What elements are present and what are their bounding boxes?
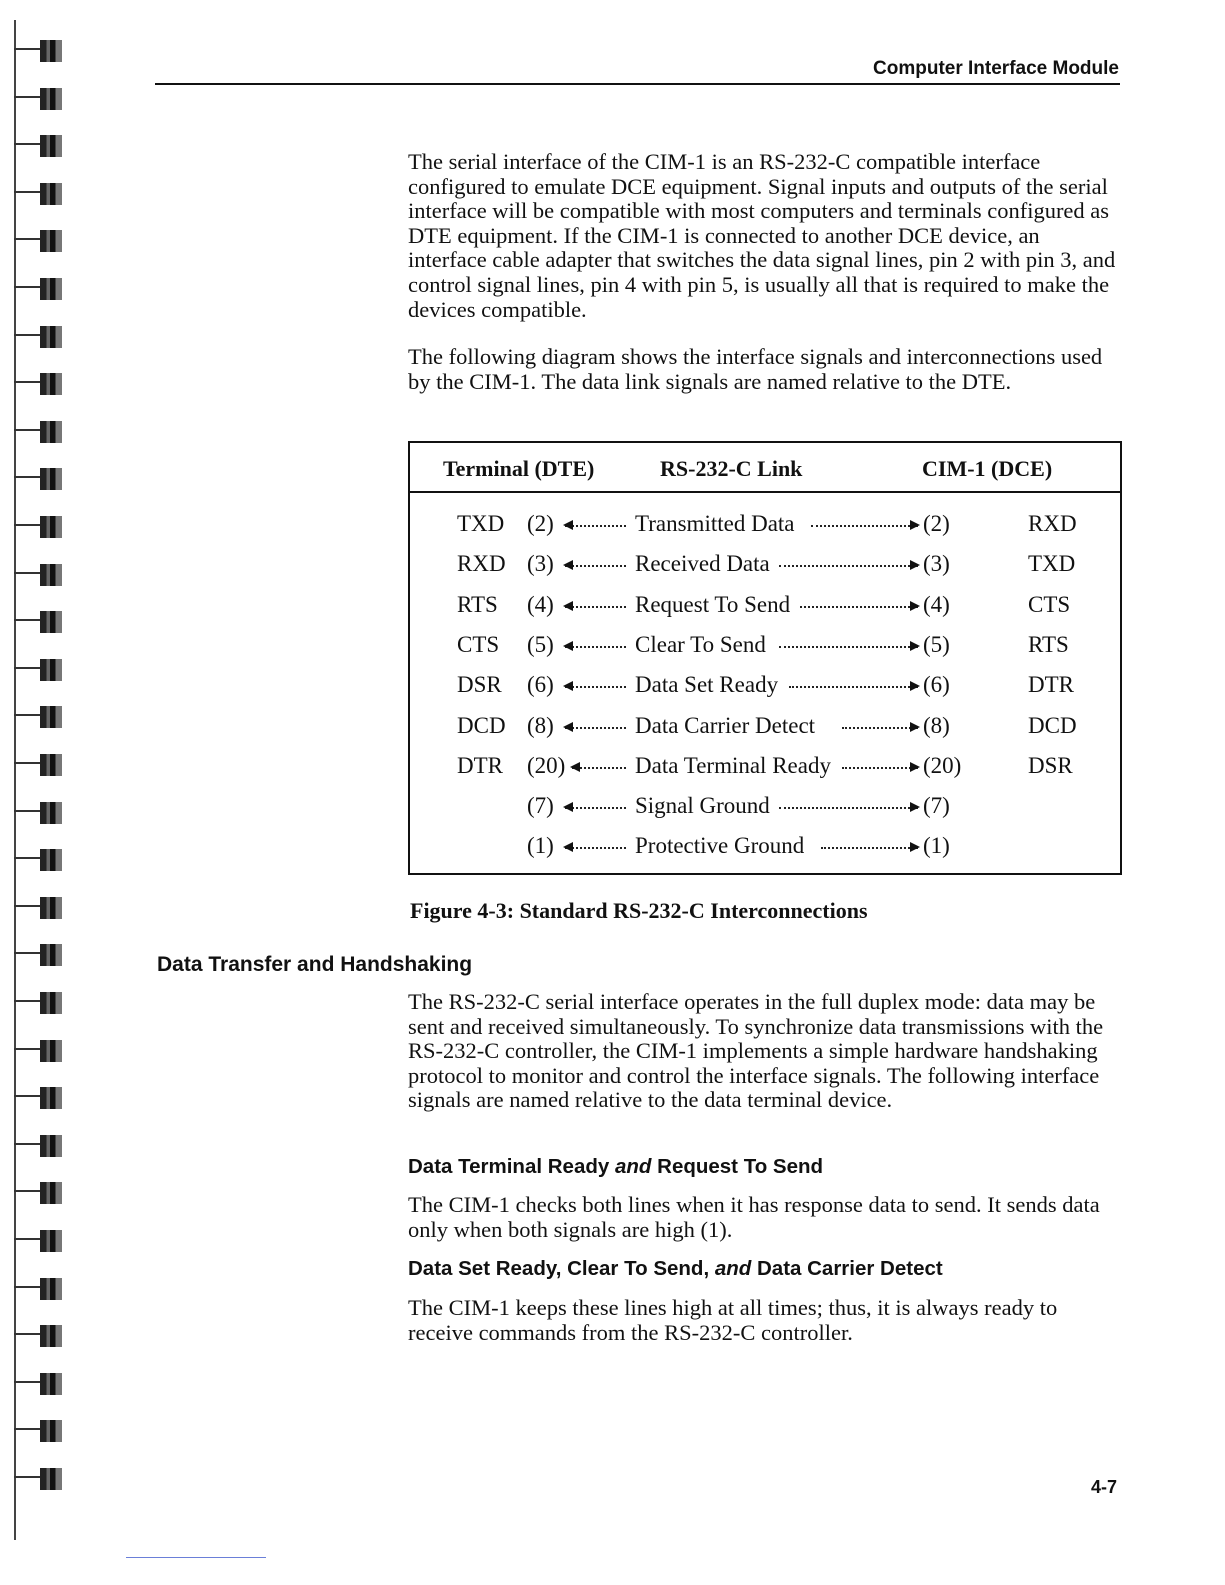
binding-coil [6,419,68,445]
binding-coil [6,752,68,778]
binding-coil [6,466,68,492]
dce-pin: (8) [923,712,950,738]
dce-signal: DTR [1028,672,1074,698]
signal-row [410,551,1120,581]
dce-signal: DCD [1028,712,1077,738]
signal-row [410,793,1120,823]
dce-signal: CTS [1028,591,1071,617]
right-arrow-icon [821,847,918,849]
dte-signal: RTS [457,591,498,617]
right-arrow-icon [842,767,918,769]
binding-coil [6,1323,68,1349]
dte-pin: (4) [527,591,554,617]
binding-coil [6,276,68,302]
left-arrow-icon [565,606,626,608]
left-arrow-icon [565,646,626,648]
dsr-cts-dcd-paragraph: The CIM-1 keeps these lines high at all times; thus, it is always ready to receive commands from the RS-232-C controller. [408,1295,1058,1345]
dce-pin: (4) [923,591,950,617]
binding-coil [6,990,68,1016]
binding-coil [6,324,68,350]
dte-signal: DCD [457,712,506,738]
handshaking-paragraph: The RS-232-C serial interface operates in the full duplex mode: data may be sent and received simultaneously. To synchronize data transmissions with the RS-232-C controller, the CIM-1 implements a simple hardware handshaking protocol to monitor and control the interface signals. The following interface signals are named relative to the data terminal device. [408,989,1104,1113]
right-arrow-icon [779,807,918,809]
dte-pin: (8) [527,712,554,738]
dte-pin: (7) [527,793,554,819]
binding-coil [6,657,68,683]
binding-coil [6,514,68,540]
dce-pin: (2) [923,511,950,536]
dtr-rts-paragraph: The CIM-1 checks both lines when it has response data to send. It sends data only when both signals are high (1). [408,1192,1100,1242]
intro-paragraph: The serial interface of the CIM-1 is an RS-232-C compatible interface configured to emulate DCE equipment. Signal inputs and outputs of the serial interface will be compatible with most computers and terminals configured as DTE equipment. If the CIM-1 is connected to another DCE device, an interface cable adapter that switches the data signal lines, pin 2 with pin 3, and control signal lines, pin 4 with pin 5, is usually all that is required to make the devices compatible. [408,149,1116,322]
right-arrow-icon [779,646,918,648]
figure-caption: Figure 4-3: Standard RS-232-C Interconnections [410,898,868,923]
left-arrow-icon [565,727,626,729]
binding-coil [6,1038,68,1064]
binding-coil [6,371,68,397]
signal-row [410,833,1120,863]
figure-header-row [410,443,1120,493]
header-rule [155,83,1120,85]
link-underline [126,1557,266,1558]
dce-signal: RXD [1028,511,1077,536]
dte-pin: (5) [527,631,554,657]
page-number: 4-7 [1090,1477,1117,1497]
binding-coil [6,1371,68,1397]
right-arrow-icon [842,727,918,729]
left-arrow-icon [572,767,626,769]
dce-pin: (6) [923,672,950,698]
signal-row [410,592,1120,622]
dte-pin: (2) [527,511,554,536]
section-heading: Data Transfer and Handshaking [157,953,473,976]
dce-signal: TXD [1028,551,1076,577]
left-arrow-icon [565,565,626,567]
link-signal-name: Data Carrier Detect [635,712,816,738]
binding-coil [6,562,68,588]
binding-coil [6,228,68,254]
signal-row [410,753,1120,783]
binding-coil [6,895,68,921]
binding-coil [6,942,68,968]
left-arrow-icon [565,847,626,849]
link-signal-name: Data Terminal Ready [635,752,831,778]
dte-signal: TXD [457,511,505,536]
dte-signal: DTR [457,752,503,778]
binding-coil [6,38,68,64]
binding-coil [6,1276,68,1302]
link-signal-name: Signal Ground [635,793,770,819]
subheading-dsr-cts-dcd: Data Set Ready, Clear To Send, and Data Carrier Detect [408,1257,943,1280]
signal-row [410,672,1120,702]
dte-pin: (3) [527,551,554,577]
right-arrow-icon [779,565,918,567]
link-signal-name: Clear To Send [635,631,766,657]
left-arrow-icon [565,807,626,809]
dte-pin: (1) [527,833,554,859]
dce-pin: (7) [923,793,950,819]
binding-coil [6,704,68,730]
dte-signal: RXD [457,551,506,577]
link-signal-name: Data Set Ready [635,672,779,698]
right-arrow-icon [811,525,918,527]
binding-coil [6,1180,68,1206]
binding-coil [6,1133,68,1159]
dce-signal: DSR [1028,752,1073,778]
binding-coil [6,609,68,635]
binding-coil [6,1085,68,1111]
dce-pin: (1) [923,833,950,859]
link-signal-name: Protective Ground [635,833,805,859]
binding-coil [6,1418,68,1444]
binding-coil [6,1228,68,1254]
interconnection-figure [408,441,1122,875]
right-arrow-icon [800,606,918,608]
binding-coil [6,800,68,826]
dce-pin: (5) [923,631,950,657]
binding-coil [6,86,68,112]
subheading-dtr-rts: Data Terminal Ready and Request To Send [408,1155,824,1178]
diagram-intro-paragraph: The following diagram shows the interface signals and interconnections used by the CIM-1. The data link signals are named relative to the DTE. [408,344,1103,394]
signal-row [410,632,1120,662]
dte-pin: (6) [527,672,554,698]
binding-coil [6,181,68,207]
link-signal-name: Request To Send [635,591,791,617]
dte-pin: (20) [527,752,566,778]
binding-coil [6,133,68,159]
dte-signal: CTS [457,631,500,657]
link-signal-name: Received Data [635,551,770,577]
right-arrow-icon [789,686,918,688]
signal-row [410,713,1120,743]
header-rs232-link: RS-232-C Link [660,456,803,481]
left-arrow-icon [565,525,626,527]
dce-pin: (20) [923,752,962,778]
binding-coil [6,847,68,873]
link-signal-name: Transmitted Data [635,511,795,536]
spiral-binding [0,0,80,1585]
header-cim-dce: CIM-1 (DCE) [922,456,1053,481]
signal-row [410,511,1120,541]
header-terminal-dte: Terminal (DTE) [443,456,595,481]
dce-signal: RTS [1028,631,1069,657]
left-arrow-icon [565,686,626,688]
running-header: Computer Interface Module [873,58,1119,79]
binding-coil [6,1466,68,1492]
dce-pin: (3) [923,551,950,577]
dte-signal: DSR [457,672,502,698]
